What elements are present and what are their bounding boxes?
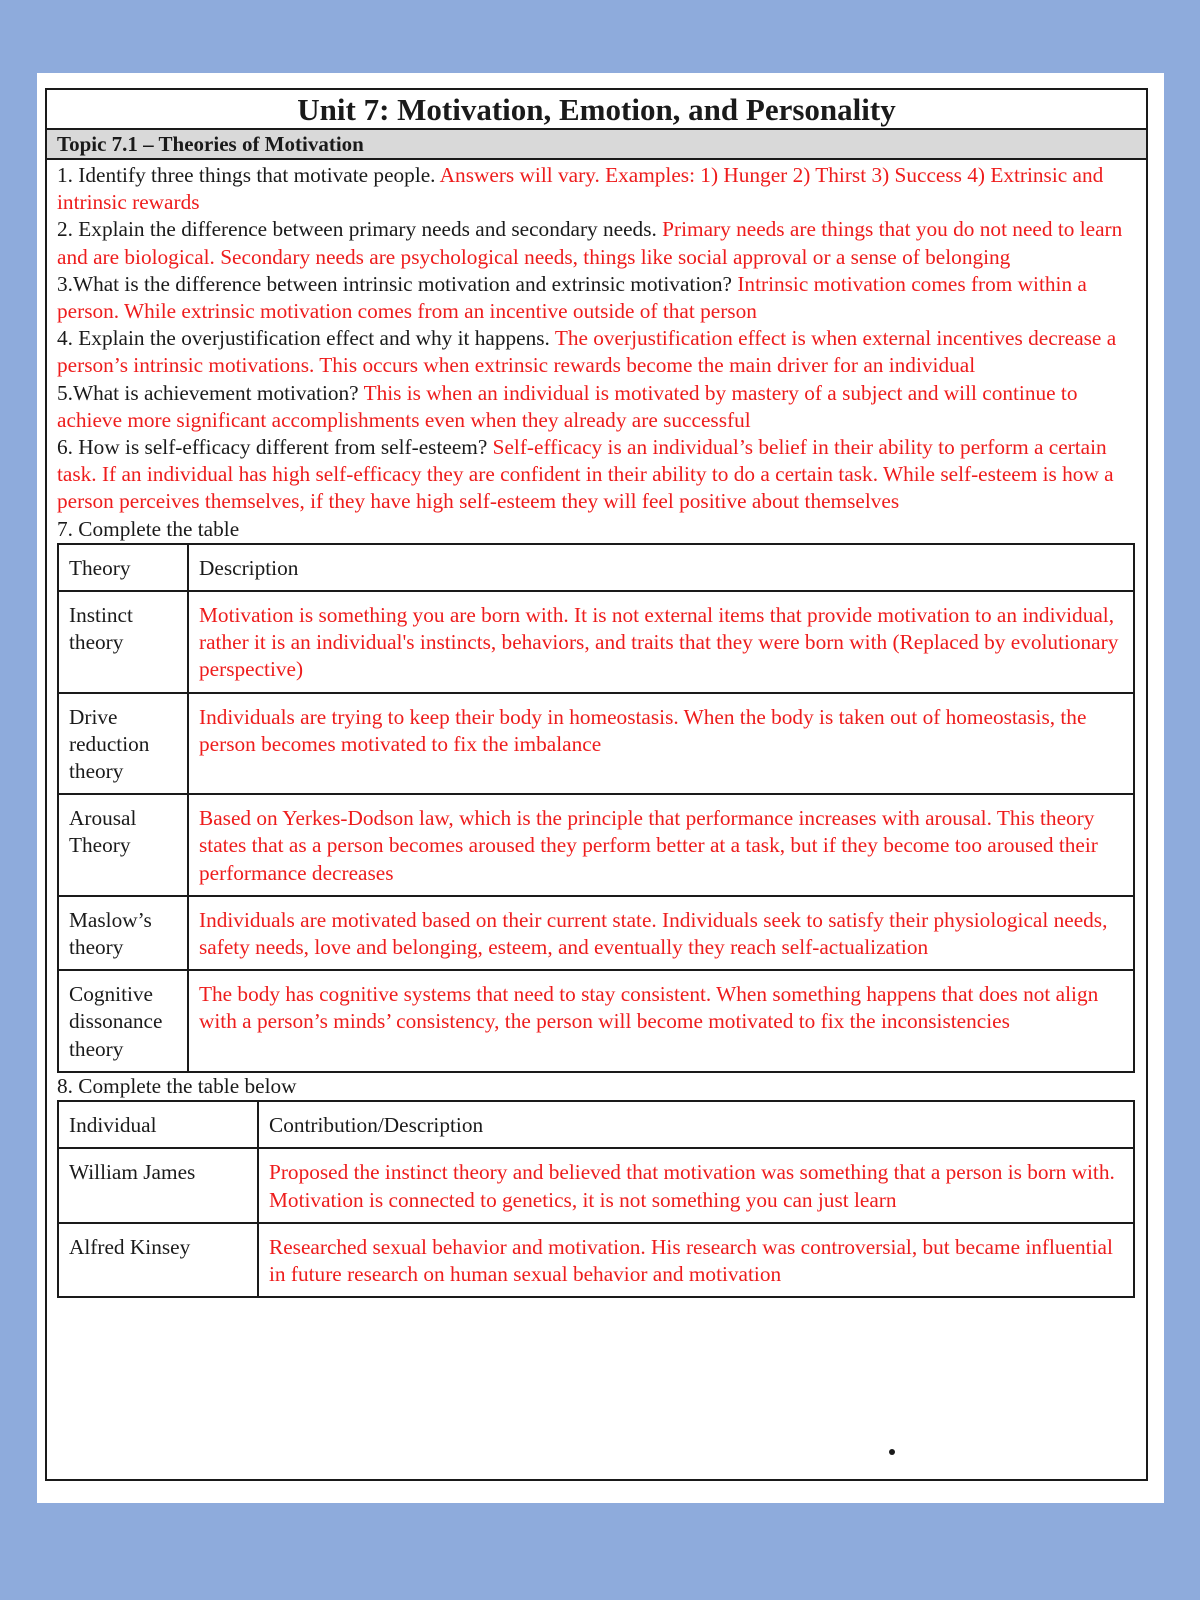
topic-title: Topic 7.1 – Theories of Motivation	[47, 130, 1146, 160]
question-text: 5.What is achievement motivation?	[57, 380, 359, 405]
answer-text: Answers will vary. Examples: 1) Hunger 2) Thirst 3) Success 4) Extrinsic and intrinsic rewards	[57, 163, 1104, 215]
table-row	[58, 1223, 1134, 1297]
question-4	[57, 325, 1136, 379]
theory-name: Drive reduction theory	[58, 693, 188, 795]
table-header-row	[58, 1101, 1134, 1148]
question-3	[57, 271, 1136, 325]
answer-text: Primary needs are things that you do not need to learn and are biological. Secondary needs are psychological needs, things like social approval or a sense of belonging	[57, 217, 1123, 269]
individual-name: William James	[58, 1148, 258, 1222]
question-text: 1. Identify three things that motivate people.	[57, 163, 436, 187]
question-6	[57, 434, 1136, 516]
individuals-table	[57, 1100, 1135, 1298]
question-2	[57, 216, 1136, 270]
question-7-prompt: 7. Complete the table	[57, 516, 240, 541]
theory-name: Cognitive dissonance theory	[58, 970, 188, 1072]
table-header-contribution: Contribution/Description	[258, 1101, 1134, 1148]
individual-description: Researched sexual behavior and motivation. His research was controversial, but became influential in future research on human sexual behavior and motivation	[258, 1223, 1134, 1297]
theory-name: Instinct theory	[58, 591, 188, 693]
table-header-row	[58, 544, 1134, 591]
theories-table	[57, 543, 1135, 1073]
question-text: 2. Explain the difference between primary needs and secondary needs.	[57, 217, 657, 242]
individual-description: Proposed the instinct theory and believed that motivation was something that a person is born with. Motivation is connected to genetics, it is not something you can just learn	[258, 1148, 1134, 1222]
table-row	[58, 970, 1134, 1072]
worksheet-page	[37, 73, 1164, 1503]
theory-description: Individuals are motivated based on their current state. Individuals seek to satisfy their physiological needs, safety needs, love and belonging, esteem, and eventually they reach self-actualization	[188, 896, 1134, 970]
table-header-theory: Theory	[58, 544, 188, 591]
answer-text: Intrinsic motivation comes from within a person. While extrinsic motivation comes from an incentive outside of that person	[57, 271, 1087, 324]
theory-description: Motivation is something you are born with. It is not external items that provide motivation to an individual, rather it is an individual's instincts, behaviors, and traits that they were born with (Replaced by evolutionary perspective)	[188, 591, 1134, 693]
table-header-description: Description	[188, 544, 1134, 591]
question-5	[57, 380, 1136, 434]
question-text: 3.What is the difference between intrinsic motivation and extrinsic motivation?	[57, 271, 732, 296]
table-row	[58, 591, 1134, 693]
theory-name: Maslow’s theory	[58, 896, 188, 970]
table-row	[58, 896, 1134, 970]
worksheet-content	[47, 160, 1146, 1298]
stray-dot-mark	[889, 1449, 895, 1455]
theory-description: Individuals are trying to keep their body in homeostasis. When the body is taken out of homeostasis, the person becomes motivated to fix the imbalance	[188, 693, 1134, 795]
table-row	[58, 1148, 1134, 1222]
question-1	[57, 162, 1136, 216]
answer-text: The overjustification effect is when external incentives decrease a person’s intrinsic motivations. This occurs when extrinsic rewards become the main driver for an individual	[57, 326, 1117, 378]
table-header-individual: Individual	[58, 1101, 258, 1148]
answer-text: Self-efficacy is an individual’s belief in their ability to perform a certain task. If an individual has high self-efficacy they are confident in their ability to do a certain task. While self-esteem is how a person perceives themselves, if they have high self-esteem they will feel positive about themselves	[57, 435, 1114, 514]
unit-title: Unit 7: Motivation, Emotion, and Personality	[47, 90, 1146, 130]
individual-name: Alfred Kinsey	[58, 1223, 258, 1297]
table-row	[58, 693, 1134, 795]
worksheet-frame	[45, 88, 1148, 1481]
question-text: 6. How is self-efficacy different from self-esteem?	[57, 435, 488, 460]
question-text: 4. Explain the overjustification effect and why it happens.	[57, 326, 550, 351]
theory-description: Based on Yerkes-Dodson law, which is the principle that performance increases with arousal. This theory states that as a person becomes aroused they perform better at a task, but if they become too aroused their performance decreases	[188, 794, 1134, 896]
theory-name: Arousal Theory	[58, 794, 188, 896]
question-8-prompt: 8. Complete the table below	[57, 1073, 297, 1098]
table-row	[58, 794, 1134, 896]
theory-description: The body has cognitive systems that need to stay consistent. When something happens that does not align with a person’s minds’ consistency, the person will become motivated to fix the inconsistencies	[188, 970, 1134, 1072]
answer-text: This is when an individual is motivated by mastery of a subject and will continue to achieve more significant accomplishments even when they already are successful	[57, 380, 1078, 432]
